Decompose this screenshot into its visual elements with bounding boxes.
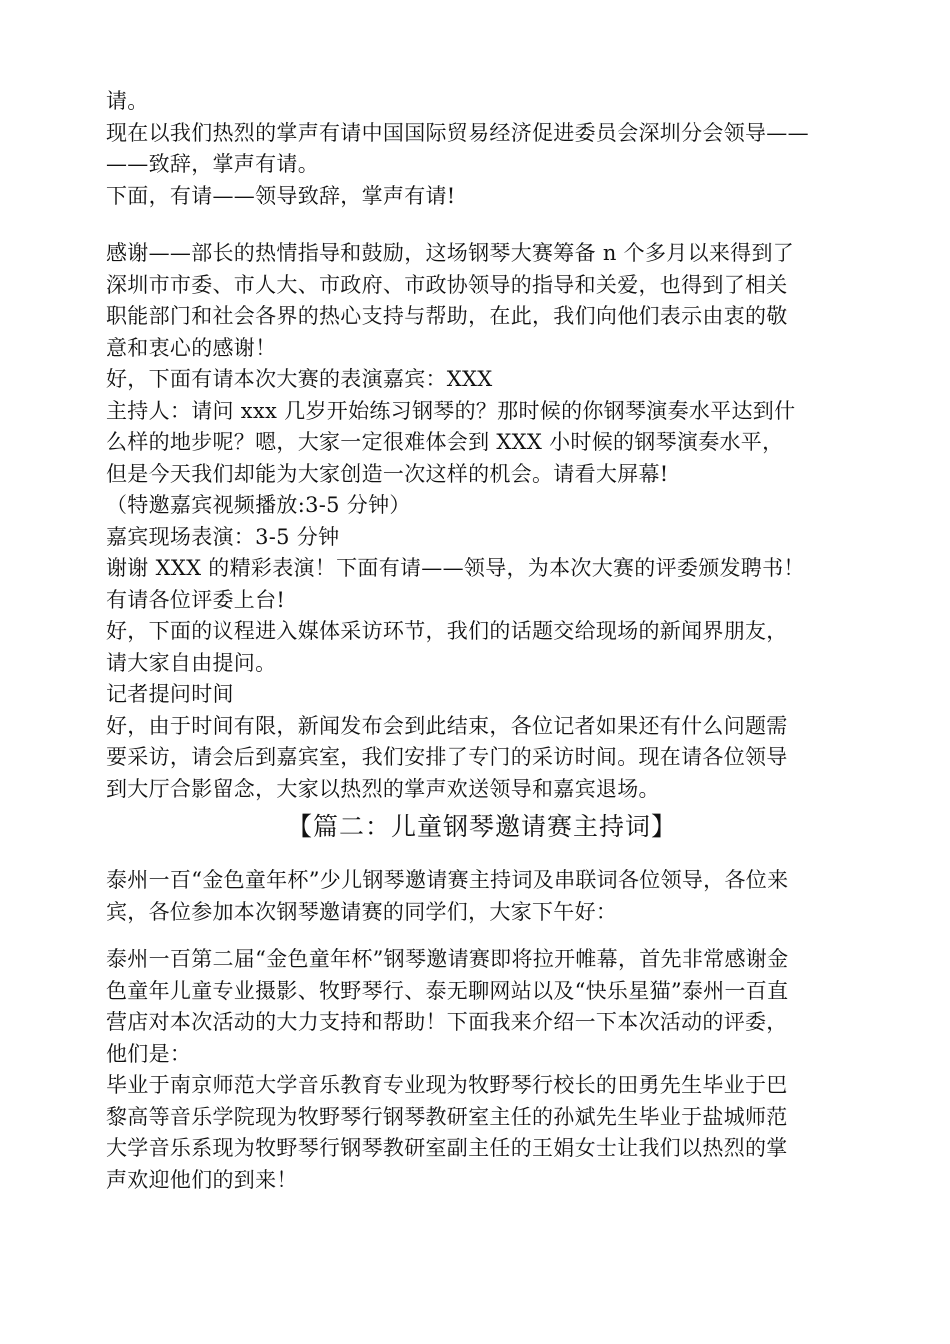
text-line: 大学音乐系现为牧野琴行钢琴教研室副主任的王娟女士让我们以热烈的掌 [106,1136,788,1160]
text-line: 要采访，请会后到嘉宾室，我们安排了专门的采访时间。现在请各位领导 [106,745,788,769]
text-line: 有请各位评委上台! [106,587,286,612]
text-line: 谢谢 XXX 的精彩表演！下面有请——领导，为本次大赛的评委颁发聘书！ [106,556,805,580]
text-line: 主持人：请问 xxx 几岁开始练习钢琴的？那时候的你钢琴演奏水平达到什 [106,398,796,423]
paragraph-spacer [106,928,858,944]
paragraph-group-c [106,865,858,928]
text-line: ——致辞，掌声有请。 [106,152,319,176]
text-line: 泰州一百第二届“金色童年杯”钢琴邀请赛即将拉开帷幕，首先非常感谢金 [106,947,789,971]
paragraph-group-b [106,238,858,805]
text-line: 他们是： [106,1041,192,1066]
text-line: 色童年儿童专业摄影、牧野琴行、泰无聊网站以及“快乐星猫”泰州一百直 [106,978,789,1003]
paragraph-group-a [106,86,858,212]
text-line: 请。 [106,89,149,113]
text-line: 营店对本次活动的大力支持和帮助！下面我来介绍一下本次活动的评委， [106,1010,788,1034]
text-line: （特邀嘉宾视频播放:3-5 分钟） [106,493,411,517]
text-line: 好，下面有请本次大赛的表演嘉宾：XXX [106,367,493,391]
paragraph-group-d [106,944,858,1196]
text-line: 黎高等音乐学院现为牧野琴行钢琴教研室主任的孙斌先生毕业于盐城师范 [106,1104,788,1129]
text-line: 泰州一百“金色童年杯”少儿钢琴邀请赛主持词及串联词各位领导，各位来 [106,868,789,892]
text-line: 嘉宾现场表演：3-5 分钟 [106,524,340,549]
paragraph-spacer [106,849,858,865]
text-line: 宾，各位参加本次钢琴邀请赛的同学们，大家下午好： [106,899,618,924]
text-line: 意和衷心的感谢！ [106,335,277,360]
text-line: 但是今天我们却能为大家创造一次这样的机会。请看大屏幕! [106,461,669,486]
text-line: 到大厅合影留念，大家以热烈的掌声欢送领导和嘉宾退场。 [106,776,660,801]
text-line: 么样的地步呢？嗯，大家一定很难体会到 XXX 小时候的钢琴演奏水平， [106,430,784,454]
paragraph-spacer [106,212,858,238]
text-line: 下面，有请——领导致辞，掌声有请! [106,183,456,208]
text-line: 请大家自由提问。 [106,650,277,675]
text-line: 好，下面的议程进入媒体采访环节，我们的话题交给现场的新闻界朋友， [106,619,788,643]
section-heading: 【篇二：儿童钢琴邀请赛主持词】 [286,812,677,841]
text-line: 感谢——部长的热情指导和鼓励，这场钢琴大赛筹备 n 个多月以来得到了 [106,241,795,265]
document-page [106,86,858,1196]
text-line: 现在以我们热烈的掌声有请中国国际贸易经济促进委员会深圳分会领导—— [106,120,809,145]
text-line: 好，由于时间有限，新闻发布会到此结束，各位记者如果还有什么问题需 [106,713,788,738]
text-line: 深圳市市委、市人大、市政府、市政协领导的指导和关爱，也得到了相关 [106,272,788,297]
text-line: 记者提问时间 [106,682,234,706]
text-line: 声欢迎他们的到来！ [106,1167,298,1192]
text-line: 职能部门和社会各界的热心支持与帮助，在此，我们向他们表示由衷的敬 [106,304,788,328]
text-line: 毕业于南京师范大学音乐教育专业现为牧野琴行校长的田勇先生毕业于巴 [106,1073,788,1097]
